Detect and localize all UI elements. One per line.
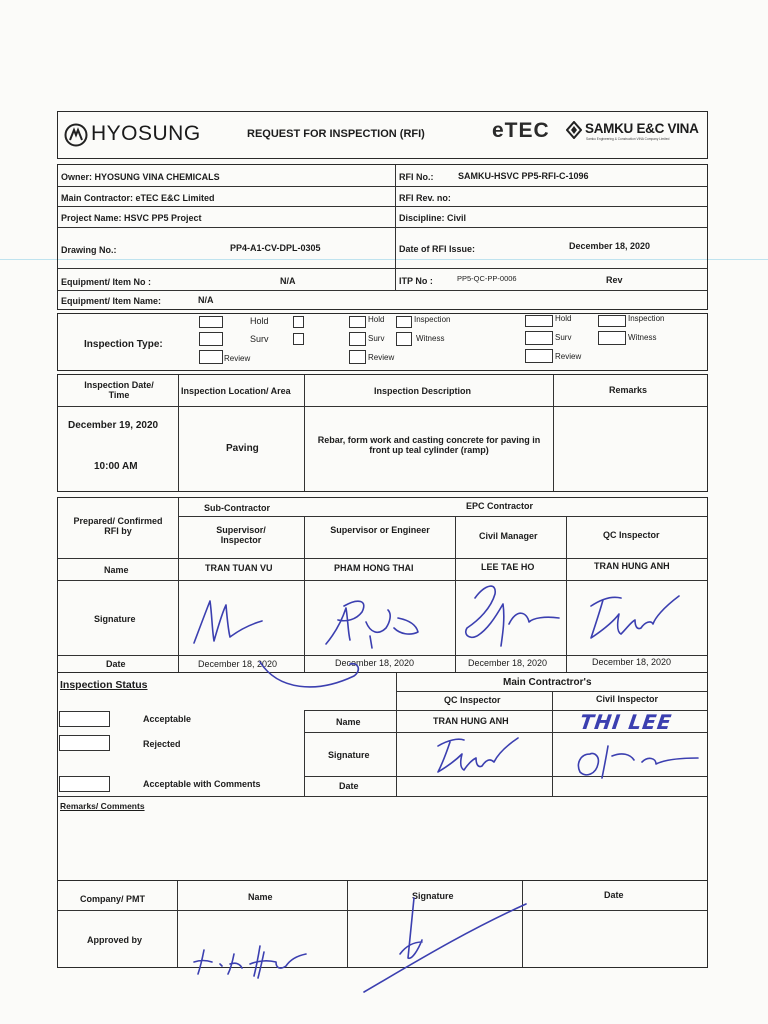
samku-tagline: Samku Engineering & Construction VINA Company Limited bbox=[586, 137, 670, 141]
name-tran-tuan-vu: TRAN TUAN VU bbox=[205, 563, 273, 573]
date-civil-manager: December 18, 2020 bbox=[468, 658, 548, 668]
company-pmt-header: Company/ PMT bbox=[80, 894, 146, 904]
prepared-by-label: Prepared/ Confirmed RFI by bbox=[73, 516, 163, 537]
inspection-checkbox-2[interactable] bbox=[396, 316, 412, 328]
surv-label-2: Surv bbox=[368, 334, 385, 343]
approval-date-header: Date bbox=[604, 890, 624, 900]
epc-contractor-header: EPC Contractor bbox=[466, 501, 534, 511]
hold-label-2: Hold bbox=[368, 315, 385, 324]
date-of-issue-label: Date of RFI Issue: bbox=[399, 244, 476, 254]
project-name-field: Project Name: HSVC PP5 Project bbox=[61, 213, 202, 223]
inspection-checkbox-1[interactable] bbox=[293, 316, 304, 328]
signature-pham-hong-thai bbox=[258, 592, 448, 697]
inspection-label-3: Inspection bbox=[628, 314, 665, 323]
samku-diamond-icon bbox=[566, 121, 582, 139]
etec-logo bbox=[492, 119, 550, 143]
itp-no-value: PP5-QC-PP-0006 bbox=[457, 274, 517, 283]
equipment-no-value: N/A bbox=[280, 276, 296, 286]
approval-name-header: Name bbox=[248, 892, 273, 902]
status-civil-name-handwritten: THI LEE bbox=[578, 710, 674, 734]
review-checkbox-2[interactable] bbox=[349, 350, 366, 364]
signature-row-label: Signature bbox=[94, 614, 136, 624]
drawing-no-label: Drawing No.: bbox=[61, 245, 117, 255]
rfi-no-value: SAMKU-HSVC PP5-RFI-C-1096 bbox=[458, 171, 589, 181]
acceptable-checkbox[interactable] bbox=[59, 711, 110, 727]
status-signature-label: Signature bbox=[328, 750, 370, 760]
main-contractors-header: Main Contractror's bbox=[503, 677, 592, 688]
inspection-type-label: Inspection Type: bbox=[84, 339, 163, 350]
date-row-label: Date bbox=[106, 659, 126, 669]
rejected-checkbox[interactable] bbox=[59, 735, 110, 751]
col-remarks: Remarks bbox=[609, 385, 648, 395]
witness-label-3: Witness bbox=[628, 333, 657, 342]
signature-status-qc bbox=[432, 734, 522, 778]
rev-label: Rev bbox=[606, 275, 623, 285]
name-tran-hung-anh: TRAN HUNG ANH bbox=[594, 561, 670, 571]
rfi-no-label: RFI No.: bbox=[399, 172, 434, 182]
itp-no-label: ITP No : bbox=[399, 276, 433, 286]
role-supervisor-inspector: Supervisor/ Inspector bbox=[216, 525, 266, 546]
approval-signature-header: Signature bbox=[412, 891, 454, 901]
etec-logo-text: eTEC bbox=[492, 119, 550, 142]
status-qc-inspector-header: QC Inspector bbox=[444, 695, 501, 705]
review-checkbox-3[interactable] bbox=[525, 349, 553, 363]
date-sub-supervisor: December 18, 2020 bbox=[198, 659, 278, 669]
witness-checkbox-1[interactable] bbox=[293, 333, 304, 345]
inspection-label-2: Inspection bbox=[414, 315, 451, 324]
role-civil-manager: Civil Manager bbox=[479, 531, 538, 541]
status-date-label: Date bbox=[339, 781, 359, 791]
approved-by-label: Approved by bbox=[87, 935, 143, 945]
hold-checkbox-2[interactable] bbox=[349, 316, 366, 328]
name-pham-hong-thai: PHAM HONG THAI bbox=[334, 563, 414, 573]
rfi-rev-field: RFI Rev. no: bbox=[399, 193, 451, 203]
inspection-date-value: December 19, 2020 bbox=[68, 420, 159, 431]
signature-approval bbox=[342, 888, 532, 998]
col-inspection-date: Inspection Date/ Time bbox=[84, 380, 154, 401]
inspection-time-value: 10:00 AM bbox=[94, 461, 138, 472]
main-contractor-field: Main Contractor: eTEC E&C Limited bbox=[61, 193, 215, 203]
review-label-1: Review bbox=[224, 354, 251, 363]
drawing-no-value: PP4-A1-CV-DPL-0305 bbox=[230, 243, 321, 253]
form-title: REQUEST FOR INSPECTION (RFI) bbox=[247, 128, 425, 140]
date-of-issue-value: December 18, 2020 bbox=[569, 241, 651, 251]
date-epc-supervisor: December 18, 2020 bbox=[335, 658, 415, 668]
role-qc-inspector: QC Inspector bbox=[603, 530, 660, 540]
inspection-checkbox-3[interactable] bbox=[598, 315, 626, 327]
equipment-name-label: Equipment/ Item Name: bbox=[61, 296, 162, 306]
witness-checkbox-3[interactable] bbox=[598, 331, 626, 345]
owner-field: Owner: HYOSUNG VINA CHEMICALS bbox=[61, 172, 220, 182]
status-qc-name: TRAN HUNG ANH bbox=[433, 716, 509, 726]
sub-contractor-header: Sub-Contractor bbox=[204, 503, 270, 513]
status-civil-inspector-header: Civil Inspector bbox=[596, 694, 659, 704]
surv-label-3: Surv bbox=[555, 333, 572, 342]
review-checkbox-1[interactable] bbox=[199, 350, 223, 364]
name-row-label: Name bbox=[104, 565, 129, 575]
signature-tran-hung-anh bbox=[583, 590, 683, 650]
acceptable-with-comments-checkbox[interactable] bbox=[59, 776, 110, 792]
name-lee-tae-ho: LEE TAE HO bbox=[481, 562, 535, 572]
hyosung-emblem-icon bbox=[64, 123, 88, 147]
signature-approval-name bbox=[190, 940, 310, 982]
review-label-2: Review bbox=[368, 353, 395, 362]
signature-status-civil bbox=[572, 742, 704, 782]
signature-lee-tae-ho bbox=[455, 578, 565, 658]
surv-checkbox-2[interactable] bbox=[349, 332, 366, 346]
witness-checkbox-2[interactable] bbox=[396, 332, 412, 346]
col-inspection-description: Inspection Description bbox=[374, 386, 472, 396]
discipline-field: Discipline: Civil bbox=[399, 213, 467, 223]
hold-label-3: Hold bbox=[555, 314, 572, 323]
hold-checkbox-3[interactable] bbox=[525, 315, 553, 327]
hold-checkbox-1[interactable] bbox=[199, 316, 223, 328]
status-name-label: Name bbox=[336, 717, 361, 727]
hyosung-logo-text: HYOSUNG bbox=[91, 122, 201, 145]
review-label-3: Review bbox=[555, 352, 582, 361]
inspection-location-value: Paving bbox=[226, 443, 259, 454]
inspection-description-value: Rebar, form work and casting concrete for paving in front up teal cylinder (ramp) bbox=[317, 435, 541, 456]
rejected-label: Rejected bbox=[143, 739, 181, 749]
surv-checkbox-1[interactable] bbox=[199, 332, 223, 346]
equipment-name-value: N/A bbox=[198, 295, 214, 305]
col-inspection-location: Inspection Location/ Area bbox=[181, 386, 291, 396]
surv-checkbox-3[interactable] bbox=[525, 331, 553, 345]
acceptable-label: Acceptable bbox=[143, 714, 192, 724]
hold-label-1: Hold bbox=[250, 316, 269, 326]
witness-label-2: Witness bbox=[416, 334, 445, 343]
inspection-status-title: Inspection Status bbox=[60, 679, 148, 691]
role-supervisor-engineer: Supervisor or Engineer bbox=[330, 525, 430, 535]
samku-logo-text: SAMKU E&C VINA bbox=[585, 121, 699, 136]
acceptable-with-comments-label: Acceptable with Comments bbox=[143, 779, 261, 789]
surv-label-1: Surv bbox=[250, 334, 269, 344]
date-qc-inspector: December 18, 2020 bbox=[592, 657, 672, 667]
equipment-no-label: Equipment/ Item No : bbox=[61, 277, 151, 287]
remarks-title: Remarks/ Comments bbox=[60, 801, 145, 811]
